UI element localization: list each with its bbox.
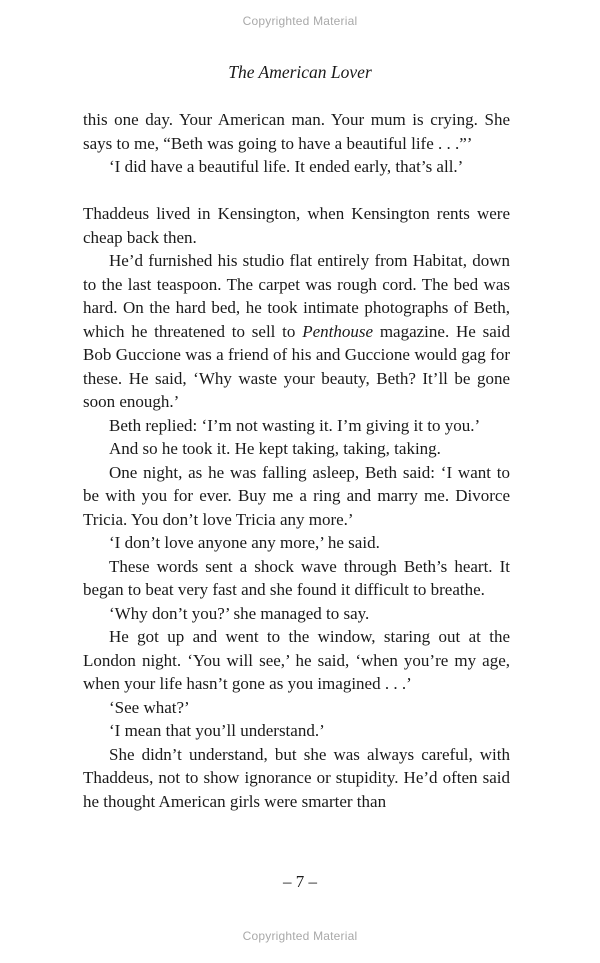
running-head: The American Lover	[228, 62, 372, 82]
paragraph: One night, as he was falling asleep, Beth said: ‘I want to be with you for ever. Buy me a ring and marry me. Divorce Tricia. You don’t love Tricia any more.’	[83, 462, 510, 529]
paragraph: ‘Why don’t you?’ she managed to say.	[109, 603, 370, 623]
paragraph: ‘I don’t love anyone any more,’ he said.	[109, 533, 380, 552]
body-text	[83, 108, 510, 813]
paragraph: He got up and went to the window, staring out at the London night. ‘You will see,’ he said, ‘when you’re my age, when your life hasn’t gone as you imagined . . .’	[83, 627, 510, 693]
paragraph: And so he took it. He kept taking, taking, taking.	[109, 439, 441, 458]
paragraph-text: magazine. He said Bob Guccione was a friend of his and Guccione would gag for these. He said, ‘Why waste your beauty, Beth? It’ll be gone soon enough.’	[83, 321, 510, 411]
paragraph: ‘I mean that you’ll understand.’	[109, 721, 325, 740]
paragraph-text: He’d furnished his studio flat entirely from Habitat, down to the last teaspoon. The carpet was rough cord. The bed was hard. On the hard bed, he took intimate photographs of Beth, which he threatened to sell to	[83, 251, 510, 341]
copyright-watermark-top: Copyrighted Material	[242, 14, 358, 28]
page-number: – 7 –	[283, 872, 317, 891]
paragraph: ‘I did have a beautiful life. It ended early, that’s all.’	[109, 157, 464, 176]
paragraph: this one day. Your American man. Your mum is crying. She says to me, “Beth was going to have a beautiful life . . .”’	[83, 110, 510, 153]
paragraph: Thaddeus lived in Kensington, when Kensington rents were cheap back then.	[83, 204, 510, 247]
copyright-watermark-bottom: Copyrighted Material	[242, 929, 358, 943]
paragraph	[83, 249, 510, 414]
magazine-title: Penthouse	[302, 321, 374, 341]
paragraph: She didn’t understand, but she was always careful, with Thaddeus, not to show ignorance or stupidity. He’d often said he thought American girls were smarter than	[83, 744, 510, 811]
paragraph: Beth replied: ‘I’m not wasting it. I’m giving it to you.’	[109, 415, 481, 435]
paragraph: ‘See what?’	[109, 697, 190, 717]
paragraph: These words sent a shock wave through Beth’s heart. It began to beat very fast and she found it difficult to breathe.	[83, 556, 510, 599]
